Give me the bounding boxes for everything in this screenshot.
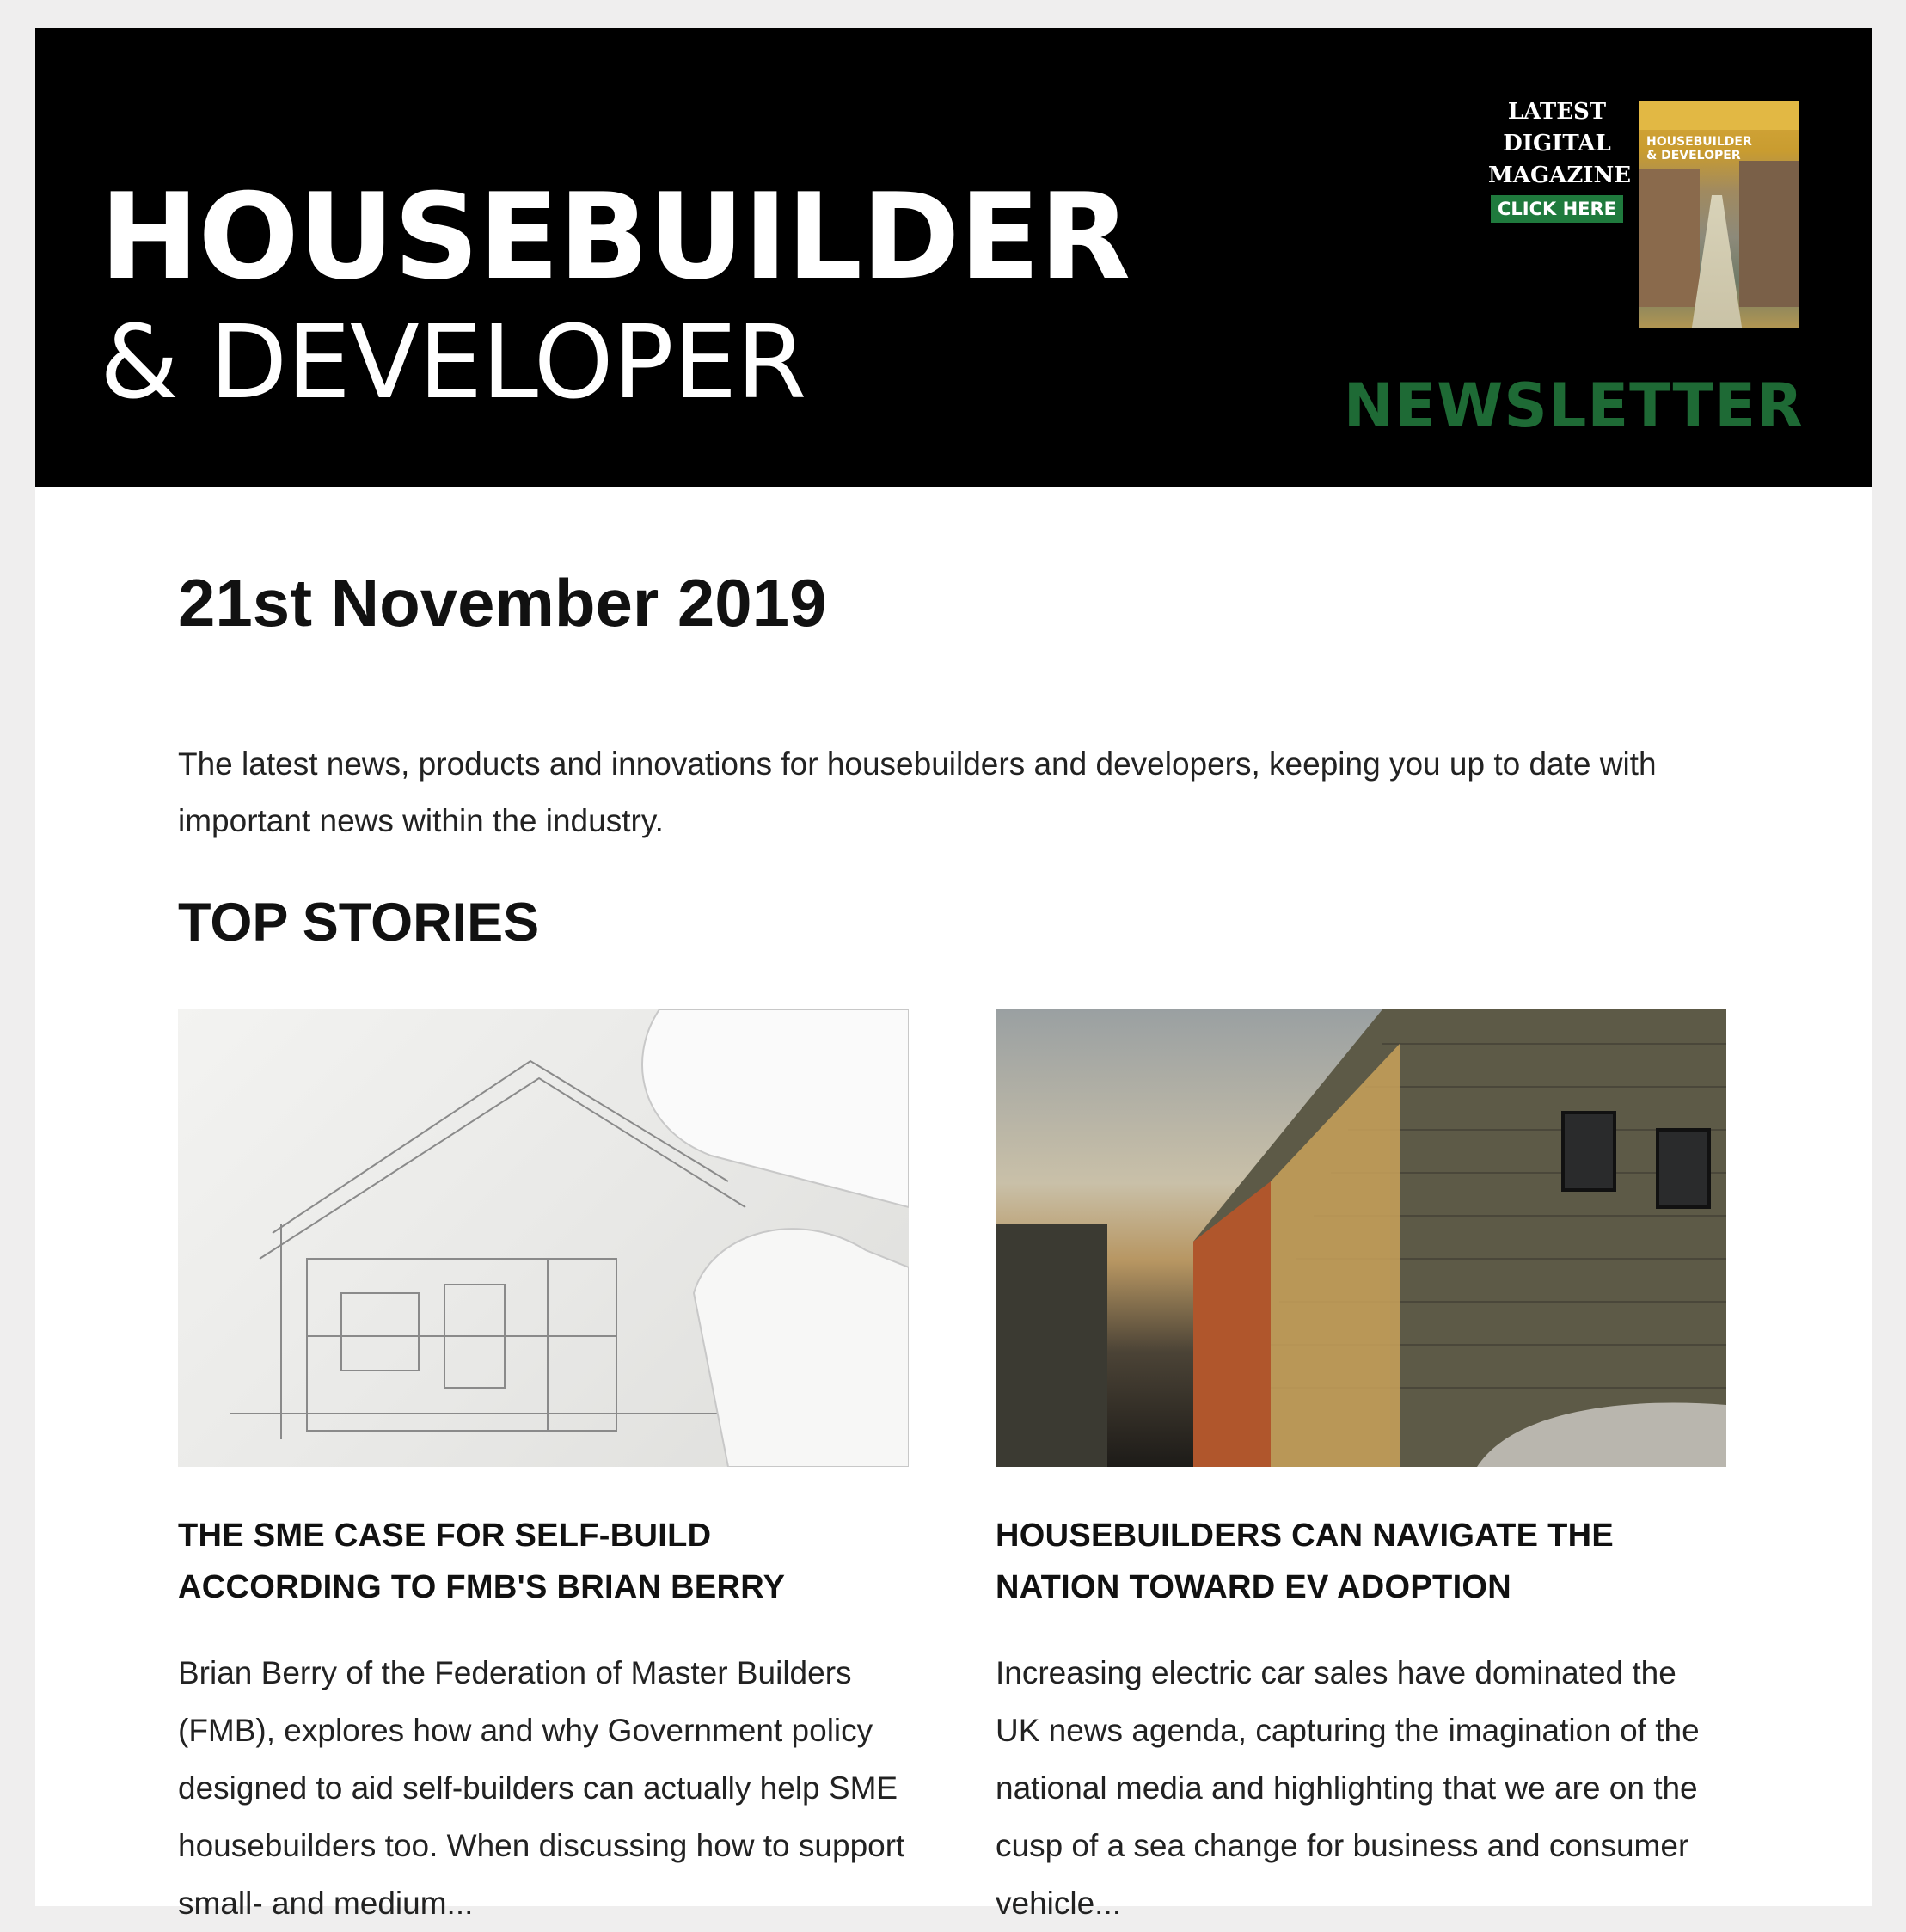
issue-date: 21st November 2019: [178, 565, 827, 641]
magazine-promo-line1: LATEST: [1507, 99, 1607, 125]
cover-title: [1646, 135, 1752, 163]
building-photo-image[interactable]: [996, 1009, 1726, 1467]
cover-title-line1: HOUSEBUILDER: [1646, 135, 1752, 149]
story-excerpt: Increasing electric car sales have dominated the UK news agenda, capturing the imagination of the national media and highlighting that we are on the cusp of a sea change for business and consumer vehicle...: [996, 1655, 1700, 1921]
blueprint-drawing: [178, 1009, 909, 1467]
cover-title-line2: & DEVELOPER: [1646, 149, 1741, 163]
newsletter-label: NEWSLETTER: [1343, 371, 1804, 441]
intro-text: The latest news, products and innovations for housebuilders and developers, keeping you up to date with important news within the industry.: [178, 746, 1657, 838]
story-excerpt: Brian Berry of the Federation of Master Builders (FMB), explores how and why Government policy designed to aid self-builders can actually help SME housebuilders too. When discussing how to support small- and medium...: [178, 1655, 905, 1921]
story-card[interactable]: [996, 1009, 1726, 1932]
cover-top-strip: [1639, 101, 1799, 130]
story-title-line1[interactable]: HOUSEBUILDERS CAN NAVIGATE THE: [996, 1518, 1615, 1554]
cover-building-left: [1639, 169, 1700, 307]
click-here-button[interactable]: CLICK HERE: [1491, 195, 1623, 223]
cover-building-right: [1739, 161, 1799, 307]
story-title[interactable]: [178, 1510, 909, 1613]
magazine-cover-image[interactable]: [1639, 101, 1799, 328]
story-title-line1[interactable]: THE SME CASE FOR SELF-BUILD: [178, 1518, 712, 1554]
newsletter-header: [35, 28, 1872, 487]
story-card[interactable]: [178, 1009, 909, 1932]
magazine-promo-line2: DIGITAL: [1503, 131, 1611, 156]
magazine-promo-line3: MAGAZINE: [1488, 163, 1632, 188]
building-photo: [996, 1009, 1726, 1467]
story-title[interactable]: [996, 1510, 1726, 1613]
newsletter-email: [35, 28, 1872, 1921]
story-title-line2[interactable]: NATION TOWARD EV ADOPTION: [996, 1569, 1512, 1605]
top-stories-heading: TOP STORIES: [178, 892, 540, 953]
logo-developer[interactable]: & DEVELOPER: [100, 303, 806, 421]
magazine-promo[interactable]: [1488, 96, 1632, 224]
story-title-line2[interactable]: ACCORDING TO FMB'S BRIAN BERRY: [178, 1569, 786, 1605]
logo-housebuilder[interactable]: HOUSEBUILDER: [100, 168, 1131, 306]
blueprint-image[interactable]: [178, 1009, 909, 1467]
